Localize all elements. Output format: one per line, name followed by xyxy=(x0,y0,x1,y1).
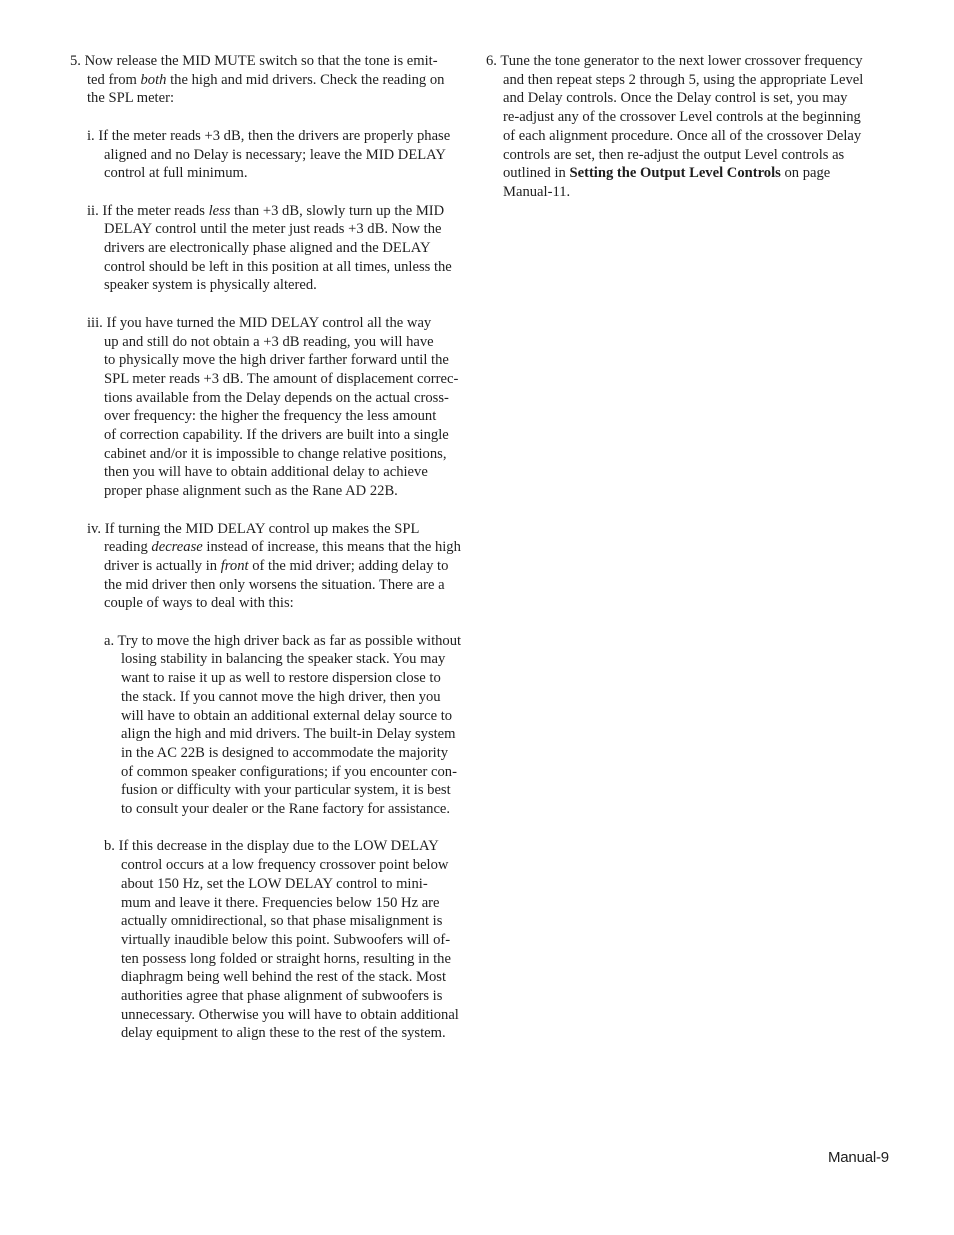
substep-b-line: unnecessary. Otherwise you will have to obtain additional xyxy=(121,1006,459,1023)
substep-iii-line: proper phase alignment such as the Rane AD 22B. xyxy=(104,483,398,500)
substep-i-line: aligned and no Delay is necessary; leave the MID DELAY xyxy=(104,146,446,163)
step-6-line: and then repeat steps 2 through 5, using the appropriate Level xyxy=(503,71,864,88)
substep-iii xyxy=(70,314,470,501)
substep-iv-line: couple of ways to deal with this: xyxy=(104,595,294,612)
step-6 xyxy=(486,52,886,202)
step-5-line: 5. Now release the MID MUTE switch so that the tone is emit- xyxy=(70,53,438,69)
emphasis-less: less xyxy=(208,202,231,219)
substep-b-line: virtually inaudible below this point. Subwoofers will of- xyxy=(121,931,451,948)
substep-iii-line: SPL meter reads +3 dB. The amount of displacement correc- xyxy=(104,370,459,387)
step-6-line: of each alignment procedure. Once all of the crossover Delay xyxy=(503,127,862,144)
substep-iv-line: iv. If turning the MID DELAY control up makes the SPL xyxy=(87,520,420,537)
substep-ii-line: DELAY control until the meter just reads +3 dB. Now the xyxy=(104,221,442,238)
emphasis-both: both xyxy=(140,71,167,88)
substep-iii-line: to physically move the high driver farther forward until the xyxy=(104,352,449,369)
substep-i-line: i. If the meter reads +3 dB, then the drivers are properly phase xyxy=(87,127,451,144)
substep-iv-line: reading decrease instead of increase, this means that the high xyxy=(104,539,461,556)
step-6-line: controls are set, then re-adjust the output Level controls as xyxy=(503,146,845,163)
step-6-line: 6. Tune the tone generator to the next lower crossover frequency xyxy=(486,53,863,69)
substep-i xyxy=(70,127,470,183)
substep-ii-line: speaker system is physically altered. xyxy=(104,277,317,294)
substep-a-line: want to raise it up as well to restore dispersion close to xyxy=(121,670,441,687)
right-column xyxy=(486,52,886,202)
substep-a-line: of common speaker configurations; if you encounter con- xyxy=(121,763,457,780)
substep-b xyxy=(70,837,470,1043)
substep-b-line: mum and leave it there. Frequencies below 150 Hz are xyxy=(121,894,440,911)
substep-b-line: ten possess long folded or straight horns, resulting in the xyxy=(121,950,451,967)
substep-iv xyxy=(70,520,470,614)
substep-a-line: losing stability in balancing the speaker stack. You may xyxy=(121,651,446,668)
substep-b-line: delay equipment to align these to the rest of the system. xyxy=(121,1025,446,1042)
substep-iii-line: tions available from the Delay depends on the actual cross- xyxy=(104,389,449,406)
substep-a xyxy=(70,632,470,819)
substep-iii-line: of correction capability. If the drivers are built into a single xyxy=(104,427,449,444)
substep-b-line: authorities agree that phase alignment of subwoofers is xyxy=(121,988,443,1005)
step-6-line: Manual-11. xyxy=(503,183,571,200)
substep-b-line: control occurs at a low frequency crossover point below xyxy=(121,857,449,874)
substep-i-line: control at full minimum. xyxy=(104,165,248,182)
substep-a-line: a. Try to move the high driver back as far as possible without xyxy=(104,632,462,649)
substep-ii-line: ii. If the meter reads less than +3 dB, slowly turn up the MID xyxy=(87,202,445,219)
step-5 xyxy=(70,52,470,108)
substep-iv-line: the mid driver then only worsens the situation. There are a xyxy=(104,576,445,593)
emphasis-decrease: decrease xyxy=(151,539,203,556)
substep-iii-line: then you will have to obtain additional delay to achieve xyxy=(104,464,428,481)
substep-b-line: actually omnidirectional, so that phase misalignment is xyxy=(121,913,443,930)
substep-a-line: in the AC 22B is designed to accommodate the majority xyxy=(121,744,449,761)
section-reference: Setting the Output Level Controls xyxy=(569,165,781,182)
substep-iii-line: up and still do not obtain a +3 dB reading, you will have xyxy=(104,333,434,350)
step-5-line: the SPL meter: xyxy=(87,90,175,107)
substep-b-line: about 150 Hz, set the LOW DELAY control to mini- xyxy=(121,875,428,892)
step-6-line: re-adjust any of the crossover Level controls at the beginning xyxy=(503,109,861,126)
page-number: Manual-9 xyxy=(828,1149,889,1166)
substep-a-line: the stack. If you cannot move the high driver, then you xyxy=(121,688,441,705)
substep-ii-line: drivers are electronically phase aligned and the DELAY xyxy=(104,240,431,256)
left-column xyxy=(70,52,470,1043)
substep-a-line: align the high and mid drivers. The built-in Delay system xyxy=(121,726,456,743)
substep-iii-line: iii. If you have turned the MID DELAY control all the way xyxy=(87,314,432,331)
substep-a-line: fusion or difficulty with your particular system, it is best xyxy=(121,782,451,799)
step-5-line: ted from both the high and mid drivers. Check the reading on xyxy=(87,71,445,88)
step-6-line: and Delay controls. Once the Delay control is set, you may xyxy=(503,90,848,107)
substep-ii xyxy=(70,202,470,296)
substep-ii-line: control should be left in this position at all times, unless the xyxy=(104,258,452,275)
substep-b-line: b. If this decrease in the display due to the LOW DELAY xyxy=(104,838,439,855)
substep-a-line: will have to obtain an additional external delay source to xyxy=(121,707,453,724)
step-6-line: outlined in Setting the Output Level Controls on page xyxy=(503,165,831,182)
emphasis-front: front xyxy=(220,557,249,574)
substep-b-line: diaphragm being well behind the rest of the stack. Most xyxy=(121,969,447,986)
substep-iii-line: over frequency: the higher the frequency the less amount xyxy=(104,408,437,425)
substep-iv-line: driver is actually in front of the mid driver; adding delay to xyxy=(104,557,449,574)
substep-a-line: to consult your dealer or the Rane factory for assistance. xyxy=(121,801,451,818)
substep-iii-line: cabinet and/or it is impossible to change relative positions, xyxy=(104,445,447,462)
